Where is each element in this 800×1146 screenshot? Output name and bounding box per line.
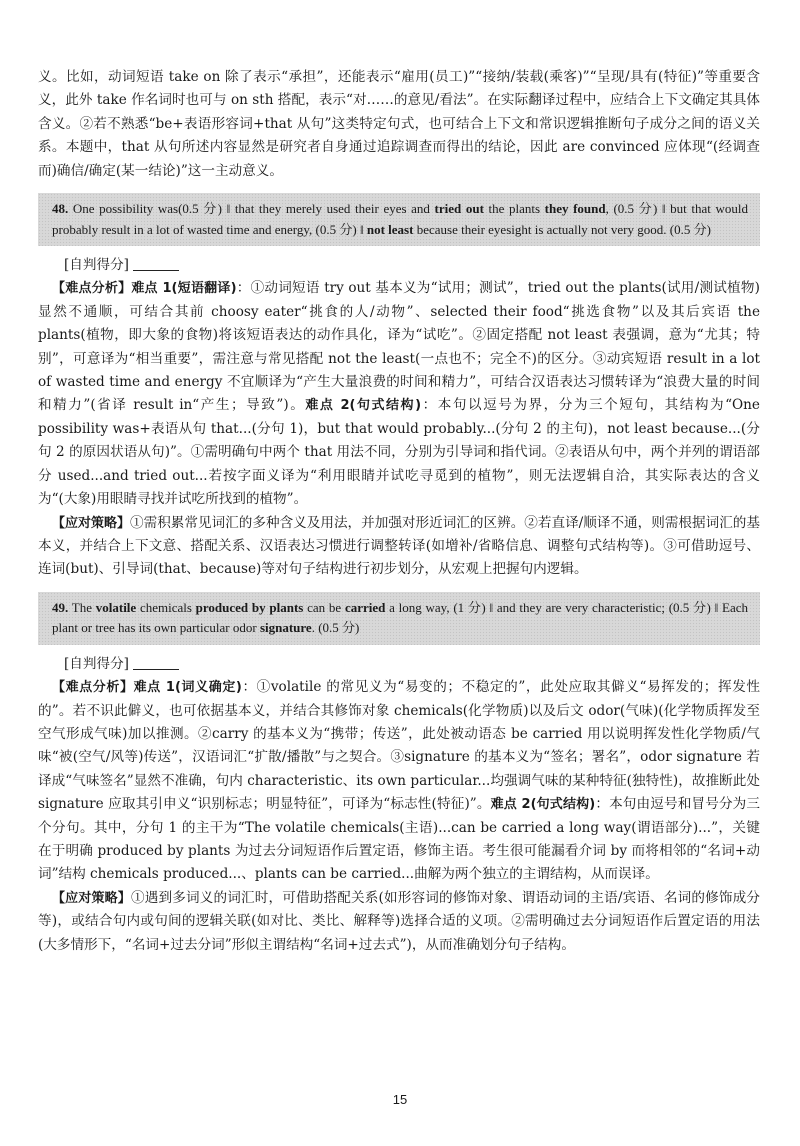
difficulty-analysis: 【难点分析】难点 1(短语翻译)：①动词短语 try out 基本义为“试用；测试”，tried out the plants(试用/测试植物)显然不通顺，可结合其前 choosy eater“挑食的人/动物”、selected their food“挑选食物”以及其后宾语 the plants(植物，即大象的食物)将该短语表达的动作具化，译为“试吃”。②固定搭配 not least 表强调，意为“尤其；特别”，可意译为“相当重要”，需注意与常见搭配 not the least(一点也不；完全不)的区分。③动宾短语 result in a lot of wasted time and energy 不宜顺译为“产生大量浪费的时间和精力”，可结合汉语表达习惯转译为“浪费大量的时间和精力”(省译 result in“产生；导致”)。难点 2(句式结构)：本句以逗号为界，分为三个短句，其结构为“One possibility was+表语从句 that...(分句 1)，but that would probably...(分句 2 的主句)，not least because...(分句 2 的原因状语从句)”。①需明确句中两个 that 用法不同，分别为引导词和指代词。②表语从句中，两个并列的谓语部分 used...and tried out...若按字面义译为“利用眼睛并试吃寻觅到的植物”，则无法逻辑自洽，其实际表达的含义为“(大象)用眼睛寻找并试吃所找到的植物”。 xyxy=(38,280,760,508)
paragraph-continuation: 义。比如，动词短语 take on 除了表示“承担”，还能表示“雇用(员工)”“接纳/装载(乘客)”“呈现/具有(特征)”等重要含义，此外 take 作名词时也可与 on sth 搭配，表示“对……的意见/看法”。在实际翻译过程中，应结合上下文确定其具体含义。②若不熟悉“be+表语形容词+that 从句”这类特定句式，也可结合上下文和常识逻辑推断句子成分之间的语义关系。本题中，that 从句所述内容显然是研究者自身通过追踪调查而得出的结论，因此 are convinced 应体现“(经调查而)确信/确定(某一结论)”这一主动意义。 xyxy=(38,69,760,179)
question-number: 49. xyxy=(52,599,69,615)
page-number: 15 xyxy=(392,1092,408,1107)
page-body xyxy=(38,66,760,957)
question-48-box xyxy=(38,193,760,246)
difficulty-analysis: 【难点分析】难点 1(词义确定)：①volatile 的常见义为“易变的；不稳定的”，此处应取其僻义“易挥发的；挥发性的”。若不识此僻义，也可依据基本义，并结合其修饰对象 chemicals(化学物质)以及后文 odor(气味)(化学物质挥发至空气形成气味)加以推测。②carry 的基本义为“携带；传送”，此处被动语态 be carried 用以说明挥发性化学物质/气味“被(空气/风等)传送”，汉语词汇“扩散/播散”与之契合。③signature 的基本义为“签名；署名”，odor signature 若译成“气味签名”显然不准确，句内 characteristic、its own particular...均强调气味的某种特征(独特性)，故推断此处 signature 应取其引申义“识别标志；明显特征”，可译为“标志性(特征)”。难点 2(句式结构)：本句由逗号和冒号分为三个分句。其中，分句 1 的主干为“The volatile chemicals(主语)...can be carried a long way(谓语部分)...”，关键在于明确 produced by plants 为过去分词短语作后置定语，修饰主语。考生很可能漏看介词 by 而将相邻的“名词+动词”结构 chemicals produced...、plants can be carried...曲解为两个独立的主谓结构，从而误译。 xyxy=(38,679,761,883)
score-blank[interactable] xyxy=(133,655,179,670)
question-48-sentence: 48. One possibility was(0.5 分) ‖ that they merely used their eyes and tried out the plants they found, (0.5 分) ‖ but that would probably result in a lot of wasted time and energy, (0.5 分) ‖ not least because their eyesight is actually not very good. (0.5 分) xyxy=(52,201,748,237)
question-number: 48. xyxy=(52,201,69,217)
question-49-box xyxy=(38,592,760,645)
coping-strategy: 【应对策略】①遇到多词义的词汇时，可借助搭配关系(如形容词的修饰对象、谓语动词的主语/宾语、名词的修饰成分等)，或结合句内或句间的逻辑关联(如对比、类比、解释等)选择合适的义项。②需明确过去分词短语作后置定语的用法(大多情形下，“名词+过去分词”形似主谓结构“名词+过去式”)，从而准确划分句子结构。 xyxy=(38,889,760,953)
coping-strategy: 【应对策略】①需积累常见词汇的多种含义及用法，并加强对形近词汇的区辨。②若直译/顺译不通，则需根据词汇的基本义，并结合上下文意、搭配关系、汉语表达习惯进行调整转译(如增补/省略信息、调整句式结构等)。③可借助逗号、连词(but)、引导词(that、because)等对句子结构进行初步划分，从宏观上把握句内逻辑。 xyxy=(38,514,760,578)
score-blank[interactable] xyxy=(133,256,179,271)
question-49-sentence: 49. The volatile chemicals produced by plants can be carried a long way, (1 分) ‖ and they are very characteristic; (0.5 分) ‖ Each plant or tree has its own particular odor signature. (0.5 分) xyxy=(52,599,749,636)
self-score-line: [自判得分] xyxy=(64,254,760,277)
self-score-line: [自判得分] xyxy=(64,653,760,676)
